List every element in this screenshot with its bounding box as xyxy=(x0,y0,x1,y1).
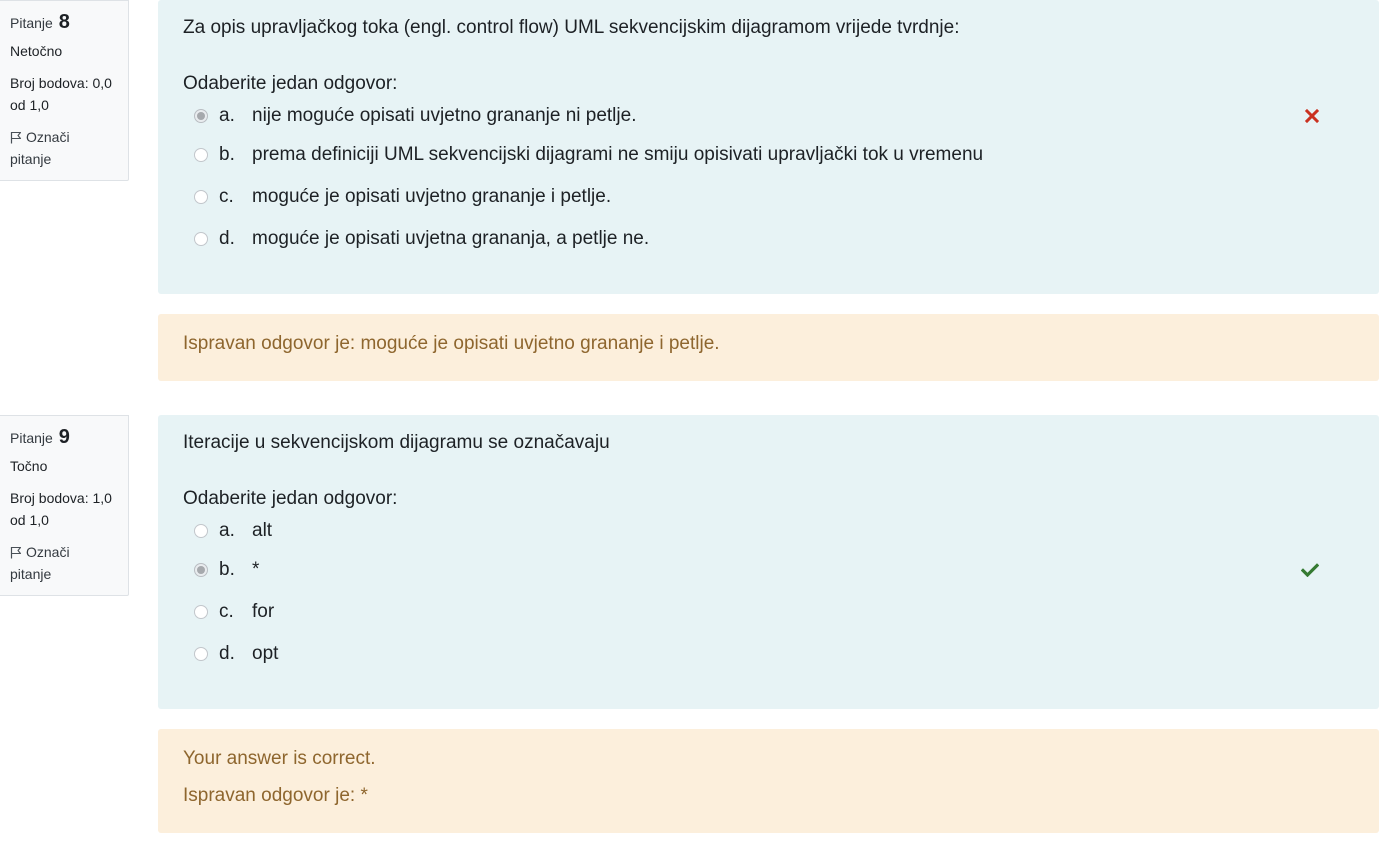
general-feedback-text: Your answer is correct. xyxy=(183,748,376,769)
incorrect-cross-icon xyxy=(1305,109,1319,123)
question-number-line xyxy=(10,424,120,451)
flag-icon xyxy=(10,546,22,559)
answer-option-b[interactable] xyxy=(183,134,1354,176)
question-text: Za opis upravljačkog toka (engl. control flow) UML sekvencijskim dijagramom vrijede tvrdnje: xyxy=(183,17,960,38)
correct-check-icon xyxy=(1301,563,1319,577)
answer-radio[interactable] xyxy=(194,148,208,162)
answer-radio[interactable] xyxy=(194,109,208,123)
answer-radio[interactable] xyxy=(194,232,208,246)
answer-option-a[interactable] xyxy=(183,513,1354,549)
answer-letter: b. xyxy=(219,144,235,165)
question-grade xyxy=(10,72,120,116)
flag-question-link[interactable] xyxy=(10,126,120,170)
answer-radio[interactable] xyxy=(194,605,208,619)
answer-radio[interactable] xyxy=(194,190,208,204)
question-info xyxy=(0,0,129,181)
question-state: Točno xyxy=(10,458,48,474)
flag-label-line2: pitanje xyxy=(10,151,52,167)
question-formulation xyxy=(158,415,1379,709)
answer-option-d[interactable] xyxy=(183,218,1354,260)
grade-line: Broj bodova: 1,0 xyxy=(10,490,112,506)
answer-letter: d. xyxy=(219,643,235,664)
answer-text: opt xyxy=(252,643,279,664)
right-answer-text: Ispravan odgovor je: * xyxy=(183,785,368,806)
flag-question-link[interactable] xyxy=(10,541,120,585)
answer-prompt: Odaberite jedan odgovor: xyxy=(183,73,398,94)
question-state: Netočno xyxy=(10,43,63,59)
answer-letter: a. xyxy=(219,105,235,126)
answer-radio[interactable] xyxy=(194,563,208,577)
flag-icon xyxy=(10,131,22,144)
answer-radio[interactable] xyxy=(194,647,208,661)
grade-max-line: od 1,0 xyxy=(10,512,49,528)
grade-line: Broj bodova: 0,0 xyxy=(10,75,112,91)
question-content xyxy=(158,415,1379,833)
answer-prompt: Odaberite jedan odgovor: xyxy=(183,488,398,509)
question-number-line xyxy=(10,9,120,36)
answer-text: alt xyxy=(252,520,273,541)
answer-letter: c. xyxy=(219,186,234,207)
answer-option-c[interactable] xyxy=(183,176,1354,218)
answer-option-d[interactable] xyxy=(183,633,1354,675)
flag-label: Označi xyxy=(26,129,70,145)
answer-text: for xyxy=(252,601,275,622)
answer-text: moguće je opisati uvjetna grananja, a petlje ne. xyxy=(252,228,650,249)
question-content xyxy=(158,0,1379,381)
answer-option-c[interactable] xyxy=(183,591,1354,633)
question-number: 8 xyxy=(58,11,70,33)
answer-text: moguće je opisati uvjetno grananje i petlje. xyxy=(252,186,612,207)
answer-radio[interactable] xyxy=(194,524,208,538)
answer-letter: b. xyxy=(219,559,235,580)
answer-text: prema definiciji UML sekvencijski dijagrami ne smiju opisivati upravljački tok u vremenu xyxy=(252,144,984,165)
question-feedback xyxy=(158,729,1379,833)
grade-max-line: od 1,0 xyxy=(10,97,49,113)
question-formulation xyxy=(158,0,1379,294)
question-feedback xyxy=(158,314,1379,381)
answer-letter: d. xyxy=(219,228,235,249)
question-info xyxy=(0,415,129,596)
flag-label-line2: pitanje xyxy=(10,566,52,582)
answer-option-a[interactable] xyxy=(183,98,1354,134)
question-label: Pitanje xyxy=(10,430,53,446)
answer-option-b[interactable] xyxy=(183,549,1354,591)
right-answer-text: Ispravan odgovor je: moguće je opisati uvjetno grananje i petlje. xyxy=(183,333,720,354)
question-text: Iteracije u sekvencijskom dijagramu se označavaju xyxy=(183,432,610,453)
question-number: 9 xyxy=(58,426,70,448)
question-grade xyxy=(10,487,120,531)
answer-letter: a. xyxy=(219,520,235,541)
answer-text: * xyxy=(252,559,260,580)
flag-label: Označi xyxy=(26,544,70,560)
answer-letter: c. xyxy=(219,601,234,622)
question-label: Pitanje xyxy=(10,15,53,31)
answer-text: nije moguće opisati uvjetno grananje ni petlje. xyxy=(252,105,637,126)
